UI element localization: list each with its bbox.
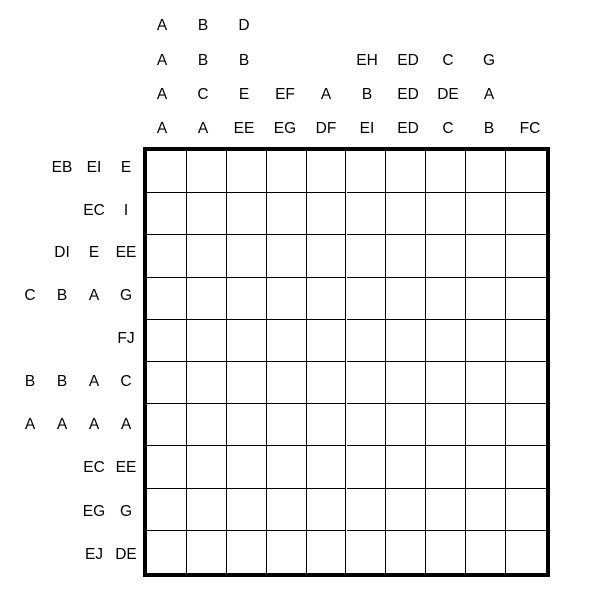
grid-cell[interactable] <box>267 446 307 488</box>
row-clue: EI <box>86 159 102 176</box>
column-clue: EE <box>233 120 255 137</box>
grid-cell[interactable] <box>506 193 546 235</box>
grid-cell[interactable] <box>147 404 187 446</box>
row-clue: E <box>88 244 100 261</box>
grid-cell[interactable] <box>466 362 506 404</box>
grid-cell[interactable] <box>466 531 506 573</box>
grid-cell[interactable] <box>147 235 187 277</box>
grid-cell[interactable] <box>307 531 347 573</box>
grid-cell[interactable] <box>307 446 347 488</box>
grid-cell[interactable] <box>187 531 227 573</box>
grid-cell[interactable] <box>386 404 426 446</box>
column-clue: A <box>156 120 168 137</box>
grid-cell[interactable] <box>227 489 267 531</box>
column-clue: ED <box>397 86 419 103</box>
grid-cell[interactable] <box>386 320 426 362</box>
grid-cell[interactable] <box>466 320 506 362</box>
row-clue: A <box>56 416 68 433</box>
column-clue: DE <box>437 86 459 103</box>
grid-cell[interactable] <box>347 151 387 193</box>
grid-cell[interactable] <box>187 278 227 320</box>
column-clue: ED <box>397 52 419 69</box>
row-clue: G <box>119 287 133 304</box>
column-clue: C <box>442 120 454 137</box>
grid-cell[interactable] <box>307 362 347 404</box>
row-clue: DE <box>115 546 137 563</box>
grid-cell[interactable] <box>187 489 227 531</box>
grid-cell[interactable] <box>267 193 307 235</box>
grid-cell[interactable] <box>227 193 267 235</box>
grid-cell[interactable] <box>227 278 267 320</box>
column-clue: EI <box>359 120 375 137</box>
column-clue: A <box>156 52 168 69</box>
grid-cell[interactable] <box>227 404 267 446</box>
grid-cell[interactable] <box>347 362 387 404</box>
row-clue: EE <box>115 459 137 476</box>
puzzle-grid <box>143 147 550 577</box>
column-clue: A <box>156 17 168 34</box>
row-clue: B <box>24 373 36 390</box>
column-clue: B <box>238 52 250 69</box>
column-clue: D <box>238 17 250 34</box>
grid-cell[interactable] <box>466 193 506 235</box>
grid-cell[interactable] <box>147 193 187 235</box>
grid-cell[interactable] <box>426 362 466 404</box>
grid-cell[interactable] <box>347 489 387 531</box>
grid-cell[interactable] <box>187 151 227 193</box>
row-clue: EE <box>115 244 137 261</box>
grid-cell[interactable] <box>426 151 466 193</box>
grid-cell[interactable] <box>426 193 466 235</box>
row-clue: EC <box>83 459 105 476</box>
row-clue: FJ <box>117 330 135 347</box>
grid-cell[interactable] <box>466 446 506 488</box>
grid-cell[interactable] <box>307 320 347 362</box>
grid-cell[interactable] <box>147 446 187 488</box>
grid-cell[interactable] <box>187 235 227 277</box>
grid-cell[interactable] <box>386 446 426 488</box>
grid-cell[interactable] <box>267 151 307 193</box>
column-clue: DF <box>315 120 337 137</box>
grid-cell[interactable] <box>187 320 227 362</box>
row-clue: DI <box>54 244 70 261</box>
grid-cell[interactable] <box>386 235 426 277</box>
grid-cell[interactable] <box>506 320 546 362</box>
row-clue: A <box>120 416 132 433</box>
grid-cell[interactable] <box>187 446 227 488</box>
grid-cell[interactable] <box>506 489 546 531</box>
column-clue: A <box>156 86 168 103</box>
grid-cell[interactable] <box>267 235 307 277</box>
grid-cell[interactable] <box>147 278 187 320</box>
grid-cell[interactable] <box>426 531 466 573</box>
grid-cell[interactable] <box>227 446 267 488</box>
grid-cell[interactable] <box>307 235 347 277</box>
grid-cell[interactable] <box>187 404 227 446</box>
grid-cell[interactable] <box>267 320 307 362</box>
grid-cell[interactable] <box>466 235 506 277</box>
grid-cell[interactable] <box>147 320 187 362</box>
grid-cell[interactable] <box>466 404 506 446</box>
row-clue: B <box>56 373 68 390</box>
grid-cell[interactable] <box>386 151 426 193</box>
row-clue: EJ <box>84 546 104 563</box>
row-clue: A <box>24 416 36 433</box>
grid-cell[interactable] <box>307 151 347 193</box>
grid-cell[interactable] <box>506 278 546 320</box>
grid-cell[interactable] <box>267 362 307 404</box>
column-clue: E <box>238 86 250 103</box>
grid-cell[interactable] <box>267 531 307 573</box>
column-clue: B <box>483 120 495 137</box>
grid-cell[interactable] <box>506 362 546 404</box>
row-clue: EC <box>83 202 105 219</box>
grid-cell[interactable] <box>227 320 267 362</box>
column-clue: ED <box>397 120 419 137</box>
column-clue: EG <box>273 120 297 137</box>
column-clue: FC <box>519 120 541 137</box>
grid-cell[interactable] <box>386 278 426 320</box>
grid-cell[interactable] <box>386 531 426 573</box>
grid-cell[interactable] <box>227 531 267 573</box>
grid-cell[interactable] <box>347 278 387 320</box>
column-clue: B <box>197 52 209 69</box>
row-clue: I <box>123 202 129 219</box>
grid-cell[interactable] <box>386 193 426 235</box>
row-clue: EG <box>82 503 106 520</box>
grid-cell[interactable] <box>426 489 466 531</box>
column-clue: EH <box>356 52 378 69</box>
column-clue: B <box>361 86 373 103</box>
grid-cell[interactable] <box>187 362 227 404</box>
grid-cell[interactable] <box>267 404 307 446</box>
grid-cell[interactable] <box>347 193 387 235</box>
row-clue: C <box>120 373 132 390</box>
grid-cell[interactable] <box>386 362 426 404</box>
grid-cell[interactable] <box>347 531 387 573</box>
column-clue: A <box>320 86 332 103</box>
grid-cell[interactable] <box>347 446 387 488</box>
grid-cell[interactable] <box>307 278 347 320</box>
grid-cell[interactable] <box>506 151 546 193</box>
row-clue: E <box>120 159 132 176</box>
grid-cell[interactable] <box>466 278 506 320</box>
grid-cell[interactable] <box>147 362 187 404</box>
row-clue: C <box>24 287 36 304</box>
grid-cell[interactable] <box>506 404 546 446</box>
grid-cell[interactable] <box>426 320 466 362</box>
column-clue: C <box>197 86 209 103</box>
grid-cell[interactable] <box>307 193 347 235</box>
grid-cell[interactable] <box>147 531 187 573</box>
grid-cell[interactable] <box>426 446 466 488</box>
grid-cell[interactable] <box>307 404 347 446</box>
grid-cell[interactable] <box>506 235 546 277</box>
grid-cell[interactable] <box>506 446 546 488</box>
row-clue: A <box>88 416 100 433</box>
grid-cell[interactable] <box>267 278 307 320</box>
grid-cell[interactable] <box>347 404 387 446</box>
column-clue: EF <box>275 86 295 103</box>
grid-cell[interactable] <box>347 320 387 362</box>
row-clue: A <box>88 373 100 390</box>
grid-cell[interactable] <box>267 489 307 531</box>
grid-cell[interactable] <box>147 151 187 193</box>
column-clue: A <box>483 86 495 103</box>
grid-cell[interactable] <box>386 489 426 531</box>
grid-cell[interactable] <box>227 151 267 193</box>
grid-cell[interactable] <box>227 235 267 277</box>
row-clue: G <box>119 503 133 520</box>
grid-cell[interactable] <box>506 531 546 573</box>
row-clue: B <box>56 287 68 304</box>
row-clue: A <box>88 287 100 304</box>
grid-cell[interactable] <box>187 193 227 235</box>
grid-cell[interactable] <box>227 362 267 404</box>
grid-cell[interactable] <box>347 235 387 277</box>
column-clue: A <box>197 120 209 137</box>
column-clue: C <box>442 52 454 69</box>
grid-cell[interactable] <box>466 489 506 531</box>
grid-cell[interactable] <box>466 151 506 193</box>
grid-cell[interactable] <box>426 404 466 446</box>
grid-cell[interactable] <box>426 278 466 320</box>
grid-cell[interactable] <box>307 489 347 531</box>
grid-cell[interactable] <box>147 489 187 531</box>
column-clue: B <box>197 17 209 34</box>
grid-cell[interactable] <box>426 235 466 277</box>
column-clue: G <box>482 52 496 69</box>
row-clue: EB <box>51 159 73 176</box>
